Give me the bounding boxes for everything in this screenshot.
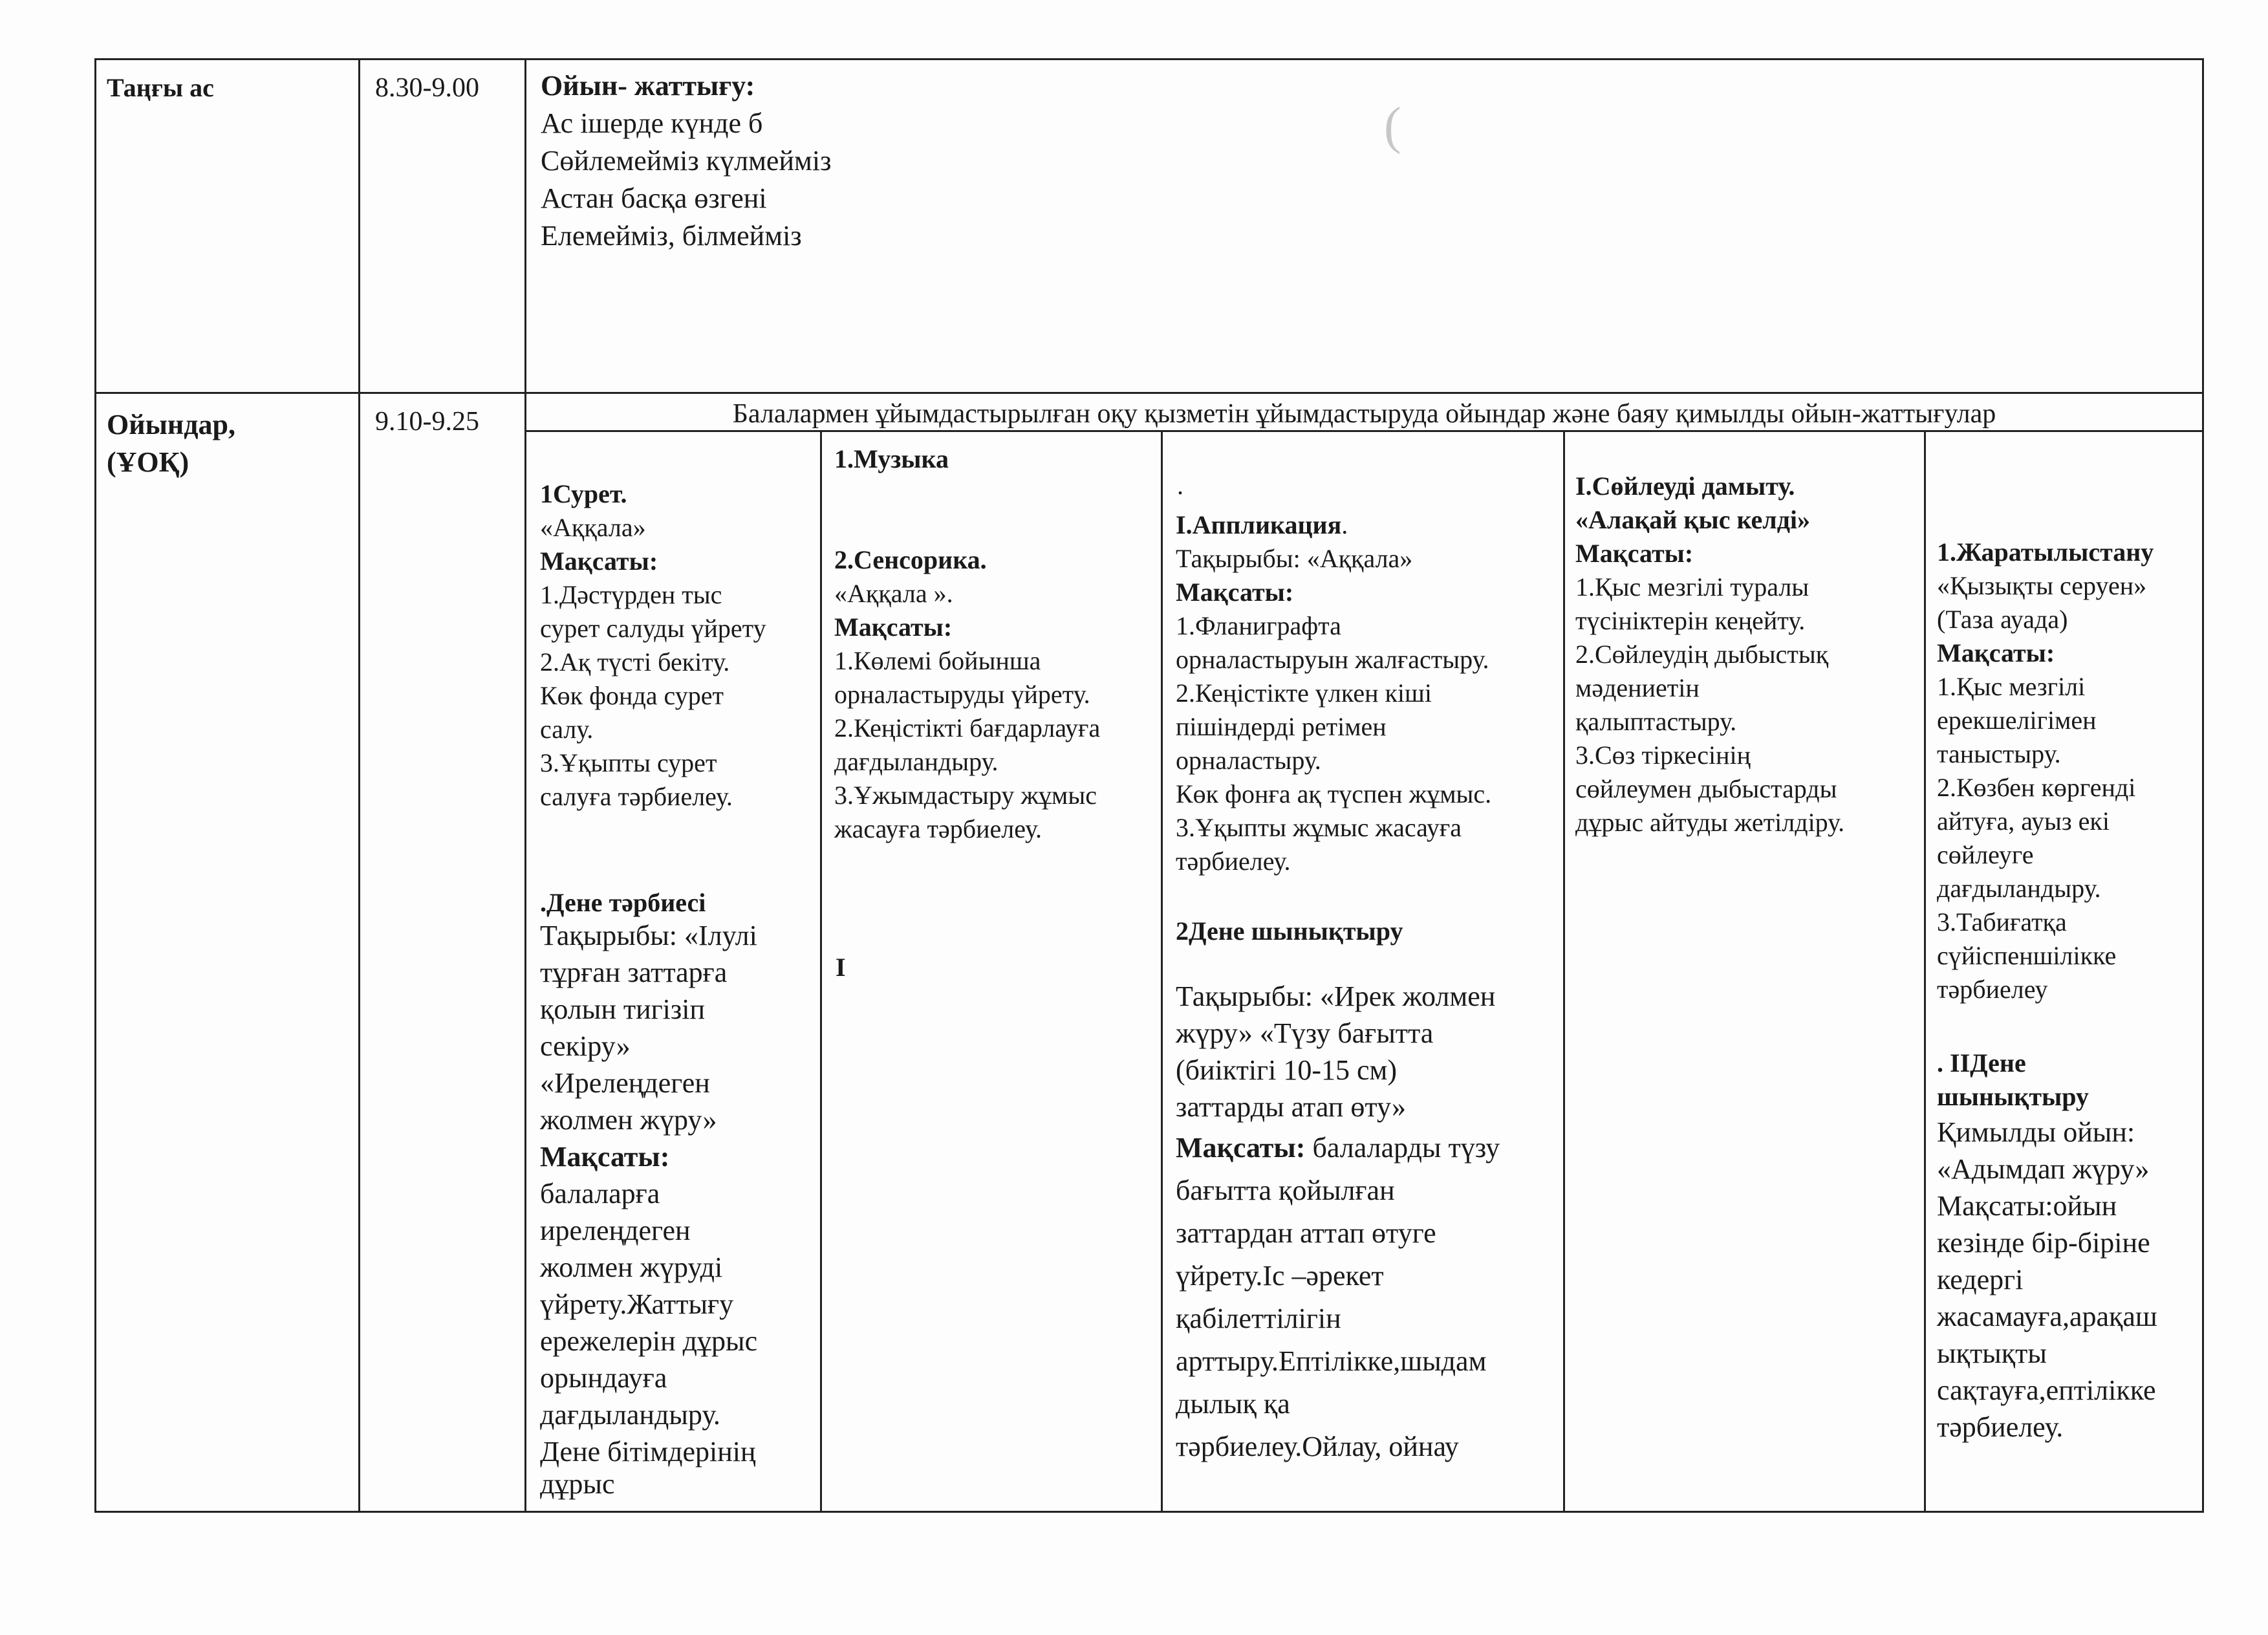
col4-goal: мәдениетін	[1575, 673, 1700, 702]
col3-goal: 3.Ұқыпты жұмыс жасауға	[1176, 813, 1462, 842]
col2-goal: 2.Кеңістікті бағдарлауға	[834, 713, 1101, 742]
col3-goal: Көк фонға ақ түспен жұмыс.	[1176, 779, 1492, 808]
row2-label-line: (ҰОҚ)	[107, 446, 189, 478]
col3-pe	[1176, 978, 1561, 1125]
col5-pe-line: жасамауға,арақаш	[1937, 1301, 2157, 1332]
col3-pe-goal: тәрбиелеу.Ойлау, ойнау	[1176, 1431, 1459, 1462]
col1-goals-label: Мақсаты:	[540, 547, 658, 576]
col3-pe-goals-label: Мақсаты:	[1176, 1132, 1306, 1164]
col3-goal: орналастыру.	[1176, 746, 1321, 775]
col1-goal: салуға тәрбиелеу.	[540, 782, 733, 811]
col5-goal: сөйлеуге	[1937, 840, 2034, 869]
col2-line: «Аққала ».	[834, 579, 953, 608]
col1-pe-line: жолмен жүру»	[540, 1104, 717, 1136]
col2-goals-label: Мақсаты:	[834, 612, 953, 642]
col4-goal: дұрыс айтуды жетілдіру.	[1575, 808, 1845, 837]
col3-pe-goal-first: балаларды түзу	[1305, 1132, 1500, 1164]
col2-title2: 2.Сенсорика.	[834, 545, 987, 574]
col2-main	[834, 543, 1158, 846]
col5-goal: 3.Табиғатқа	[1937, 907, 2067, 937]
col1-goal: Көк фонда сурет	[540, 681, 724, 710]
column-divider-1	[820, 430, 822, 1513]
col1-pe-line: Тақырыбы: «Ілулі	[540, 920, 757, 951]
col4-goal: қалыптастыру.	[1575, 707, 1737, 736]
col1-pe-goal: орындауға	[540, 1362, 667, 1394]
col2-title1: 1.Музыка	[834, 444, 949, 473]
col1-goal: салу.	[540, 715, 594, 744]
col4-main	[1575, 470, 1921, 839]
col5-goals-label: Мақсаты:	[1937, 638, 2055, 667]
col3-pe-goals	[1176, 1127, 1561, 1468]
col5-goal: таныстыру.	[1937, 739, 2061, 768]
col5-line: (Таза ауада)	[1937, 605, 2068, 634]
col3-goal: тәрбиелеу.	[1176, 847, 1291, 876]
col1-goal: сурет салуды үйрету	[540, 614, 766, 643]
col2-mark: I	[836, 953, 846, 982]
col4-goal: сөйлеумен дыбыстарды	[1575, 774, 1837, 803]
col5-pe-line: кедергі	[1937, 1264, 2024, 1295]
col1-line: «Аққала»	[540, 513, 646, 542]
col2-goal: орналастыруды үйрету.	[834, 680, 1090, 709]
col4-title2: «Алақай қыс келді»	[1575, 505, 1811, 534]
col5-pe	[1937, 1046, 2199, 1446]
row1-title: Ойын- жаттығу:	[541, 70, 755, 102]
col3-topic: Тақырыбы: «Аққала»	[1176, 544, 1413, 573]
col1-pe-goal: ережелерін дұрыс	[540, 1325, 758, 1357]
col4-goal: 1.Қыс мезгілі туралы	[1575, 572, 1809, 601]
col3-goal: 2.Кеңістікте үлкен кіші	[1176, 678, 1432, 708]
column-divider-2	[1161, 430, 1163, 1513]
row1-line: Сөйлемейміз күлмейміз	[541, 145, 832, 177]
col1-pe-goal: Дене бітімдерінің	[540, 1436, 756, 1467]
col5-goal: ерекшелігімен	[1937, 706, 2097, 735]
column-divider-time	[358, 58, 360, 1513]
col5-goal: 2.Көзбен көргенді	[1937, 773, 2136, 802]
row-divider	[94, 392, 2204, 394]
row2-time: 9.10-9.25	[375, 407, 479, 437]
col3-dot: .	[1177, 471, 1183, 500]
row1-line: Ас ішерде күнде б	[541, 107, 763, 139]
col5-pe-line: кезінде бір-біріне	[1937, 1227, 2150, 1259]
row1-line: Астан басқа өзгені	[541, 182, 767, 214]
col3-pe-goal: арттыру.Ептілікке,шыдам	[1176, 1345, 1487, 1377]
col5-pe-line: сақтауға,ептілікке	[1937, 1374, 2156, 1406]
col5-pe-title1: . ІІДене	[1937, 1048, 2026, 1077]
col1-pe	[540, 917, 815, 1499]
col1-pe-goal: балаларға	[540, 1178, 660, 1209]
col5-pe-line: «Адымдап жүру»	[1937, 1153, 2150, 1185]
column-divider-content	[524, 58, 526, 1513]
col4-goals-label: Мақсаты:	[1575, 539, 1694, 568]
col1-pe-line: секіру»	[540, 1030, 631, 1062]
col1-pe-goal: ирелеңдеген	[540, 1215, 691, 1246]
row2-label	[107, 406, 235, 481]
col2-goal: 3.Ұжымдастыру жұмыс	[834, 781, 1097, 810]
col1-pe-goal: жолмен жүруді	[540, 1251, 723, 1283]
col3-goal: пішіндерді ретімен	[1176, 712, 1387, 741]
col2-goal: дағдыландыру.	[834, 747, 999, 776]
col3-goals-label: Мақсаты:	[1176, 578, 1294, 607]
row1-time: 8.30-9.00	[375, 73, 479, 103]
col3-title: І.Аппликация	[1176, 510, 1342, 539]
col1-goal: 1.Дәстүрден тыс	[540, 580, 722, 609]
col5-goal: сүйіспеншілікке	[1937, 941, 2117, 970]
row1-content	[541, 67, 2183, 255]
col5-main	[1937, 536, 2199, 1006]
table-border-left	[94, 58, 96, 1513]
col1-goal: 2.Ақ түсті бекіту.	[540, 647, 730, 677]
col3-pe-line: Тақырыбы: «Ирек жолмен	[1176, 980, 1496, 1012]
row1-line: Елемейміз, білмейміз	[541, 220, 802, 252]
col4-title1: І.Сөйлеуді дамыту.	[1575, 471, 1795, 501]
col3-goal: 1.Фланиграфта	[1176, 611, 1341, 640]
column-divider-4	[1924, 430, 1926, 1513]
col1-goal: 3.Ұқыпты сурет	[540, 748, 717, 777]
table-border-bottom	[94, 1511, 2204, 1513]
col3-main	[1176, 508, 1561, 878]
col3-title-suffix: .	[1341, 510, 1348, 539]
col1-pe-goal: дұрыс	[540, 1468, 615, 1500]
col1-pe-goals-label: Мақсаты:	[540, 1141, 670, 1173]
col1-pe-line: қолын тигізіп	[540, 993, 706, 1025]
col1-title: 1Сурет.	[540, 479, 627, 508]
col1-pe-title: .Дене тәрбиесі	[540, 888, 706, 917]
col5-title: 1.Жаратылыстану	[1937, 537, 2154, 567]
col3-pe-goal: бағытта қойылған	[1176, 1175, 1395, 1206]
col3-pe-goal: заттардан аттап өтуге	[1176, 1217, 1436, 1249]
col5-pe-line: Мақсаты:ойын	[1937, 1190, 2117, 1222]
table-border-top	[94, 58, 2204, 60]
col5-line: «Қызықты серуен»	[1937, 571, 2147, 600]
col3-pe-goal: дылық қа	[1176, 1388, 1290, 1420]
col5-pe-title2: шынықтыру	[1937, 1082, 2089, 1111]
col3-pe-title: 2Дене шынықтыру	[1176, 916, 1403, 946]
col1-pe-goal: дағдыландыру.	[540, 1399, 720, 1431]
col3-pe-line: жүру» «Түзу бағытта	[1176, 1017, 1434, 1049]
col2-goal: жасауға тәрбиелеу.	[834, 814, 1042, 843]
col3-pe-line: (биіктігі 10-15 см)	[1176, 1054, 1398, 1086]
col5-pe-line: Қимылды ойын:	[1937, 1116, 2135, 1148]
col1-pe-goal: үйрету.Жаттығу	[540, 1288, 734, 1320]
row2-header: Балалармен ұйымдастырылған оқу қызметін ұйымдастыруда ойындар және баяу қимылды ойын-жаттығулар	[732, 399, 1996, 429]
col1-pe-line: тұрған заттарға	[540, 957, 728, 988]
col5-goal: 1.Қыс мезгілі	[1937, 672, 2086, 701]
col3-pe-goal: қабілеттілігін	[1176, 1303, 1341, 1334]
col4-goal: 3.Сөз тіркесінің	[1575, 741, 1751, 770]
table-border-right	[2202, 58, 2204, 1513]
col1-pe-line: «Ирелеңдеген	[540, 1067, 710, 1099]
column-divider-3	[1563, 430, 1565, 1513]
col4-goal: түсініктерін кеңейту.	[1575, 606, 1806, 635]
col1-top	[540, 477, 815, 814]
scan-mark: (	[1384, 98, 1401, 155]
col5-goal: тәрбиелеу	[1937, 975, 2048, 1004]
col5-pe-line: ықтықты	[1937, 1337, 2047, 1369]
col5-pe-line: тәрбиелеу.	[1937, 1411, 2064, 1443]
col5-goal: дағдыландыру.	[1937, 874, 2101, 903]
row1-label: Таңғы ас	[107, 73, 214, 102]
col3-goal: орналастыруын жалғастыру.	[1176, 645, 1489, 674]
row2-label-line: Ойындар,	[107, 409, 236, 440]
col4-goal: 2.Сөйлеудің дыбыстық	[1575, 640, 1829, 669]
col3-pe-goal: үйрету.Іс –әрекет	[1176, 1260, 1384, 1292]
col5-goal: айтуға, ауыз екі	[1937, 807, 2110, 836]
col3-pe-line: заттарды атап өту»	[1176, 1091, 1407, 1123]
col2-goal: 1.Көлемі бойынша	[834, 646, 1041, 675]
